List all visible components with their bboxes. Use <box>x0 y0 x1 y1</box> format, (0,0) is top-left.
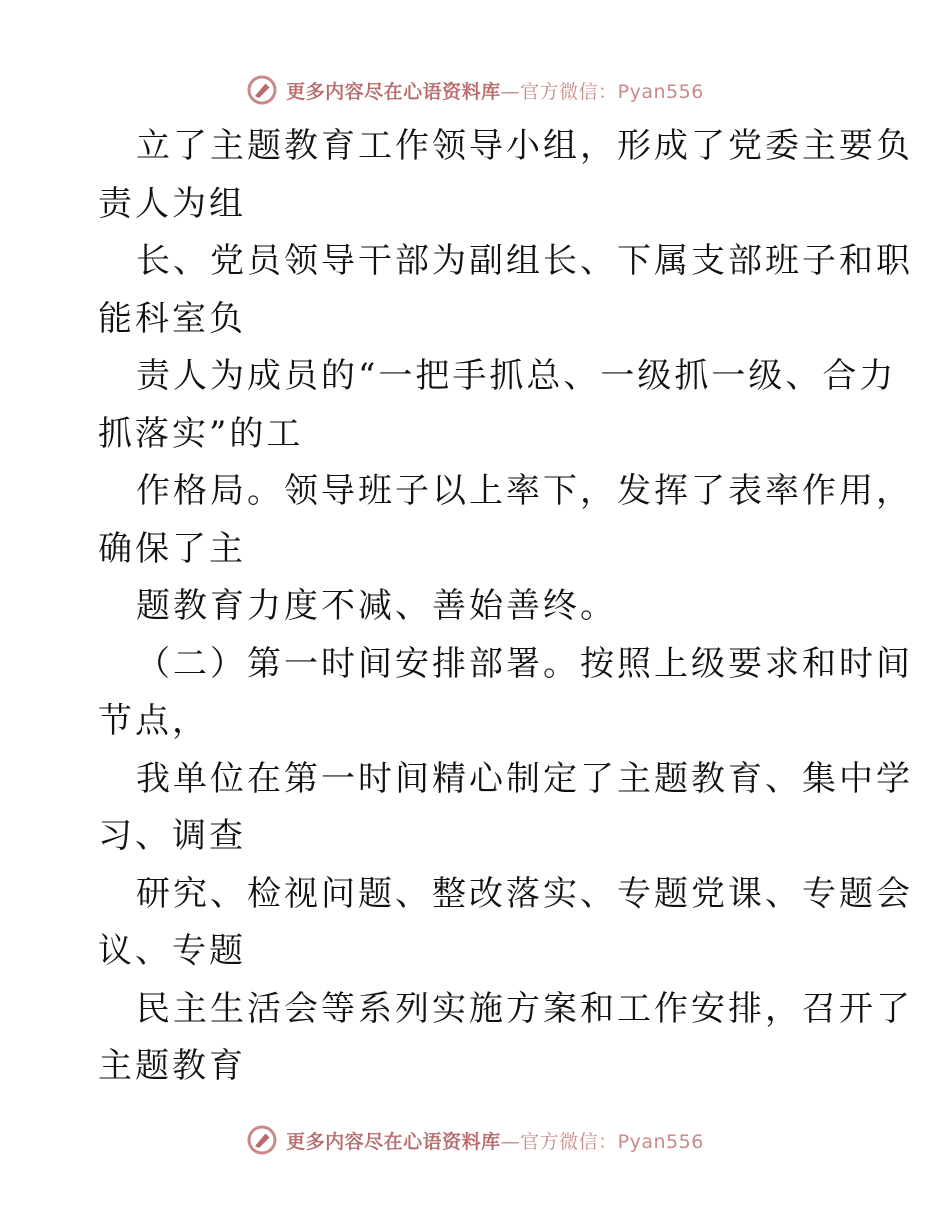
pen-nib-logo-icon <box>246 1124 278 1156</box>
text-line: 习、调查 <box>98 816 246 856</box>
document-body <box>98 118 913 1096</box>
watermark-text: 更多内容尽在心语资料库—官方微信：Pyan556 <box>286 80 704 103</box>
footer-watermark <box>0 1120 950 1160</box>
text-line: 民主生活会等系列实施方案和工作安排，召开了 <box>136 988 913 1029</box>
text-line: 议、专题 <box>98 931 246 971</box>
text-line: 确保了主 <box>98 528 246 569</box>
text-line: 节点， <box>98 701 209 741</box>
text-line: 责人为成员的“一把手抓总、一级抓一级、合力 <box>136 356 897 396</box>
text-line: 题教育力度不减、善始善终。 <box>136 586 617 626</box>
text-line: （二）第一时间安排部署。按照上级要求和时间 <box>136 643 913 684</box>
text-line: 作格局。领导班子以上率下，发挥了表率作用， <box>136 471 913 511</box>
text-line: 责人为组 <box>98 183 246 224</box>
text-line: 抓落实”的工 <box>98 413 304 454</box>
pen-nib-logo-icon <box>246 74 278 106</box>
text-line: 我单位在第一时间精心制定了主题教育、集中学 <box>136 758 913 799</box>
text-line: 研究、检视问题、整改落实、专题党课、专题会 <box>136 873 913 914</box>
header-watermark <box>0 70 950 110</box>
text-line: 长、党员领导干部为副组长、下属支部班子和职 <box>136 241 913 281</box>
text-line: 能科室负 <box>98 298 246 339</box>
watermark-text: 更多内容尽在心语资料库—官方微信：Pyan556 <box>286 1130 704 1153</box>
text-line: 立了主题教育工作领导小组，形成了党委主要负 <box>136 126 913 166</box>
text-line: 主题教育 <box>98 1046 246 1086</box>
